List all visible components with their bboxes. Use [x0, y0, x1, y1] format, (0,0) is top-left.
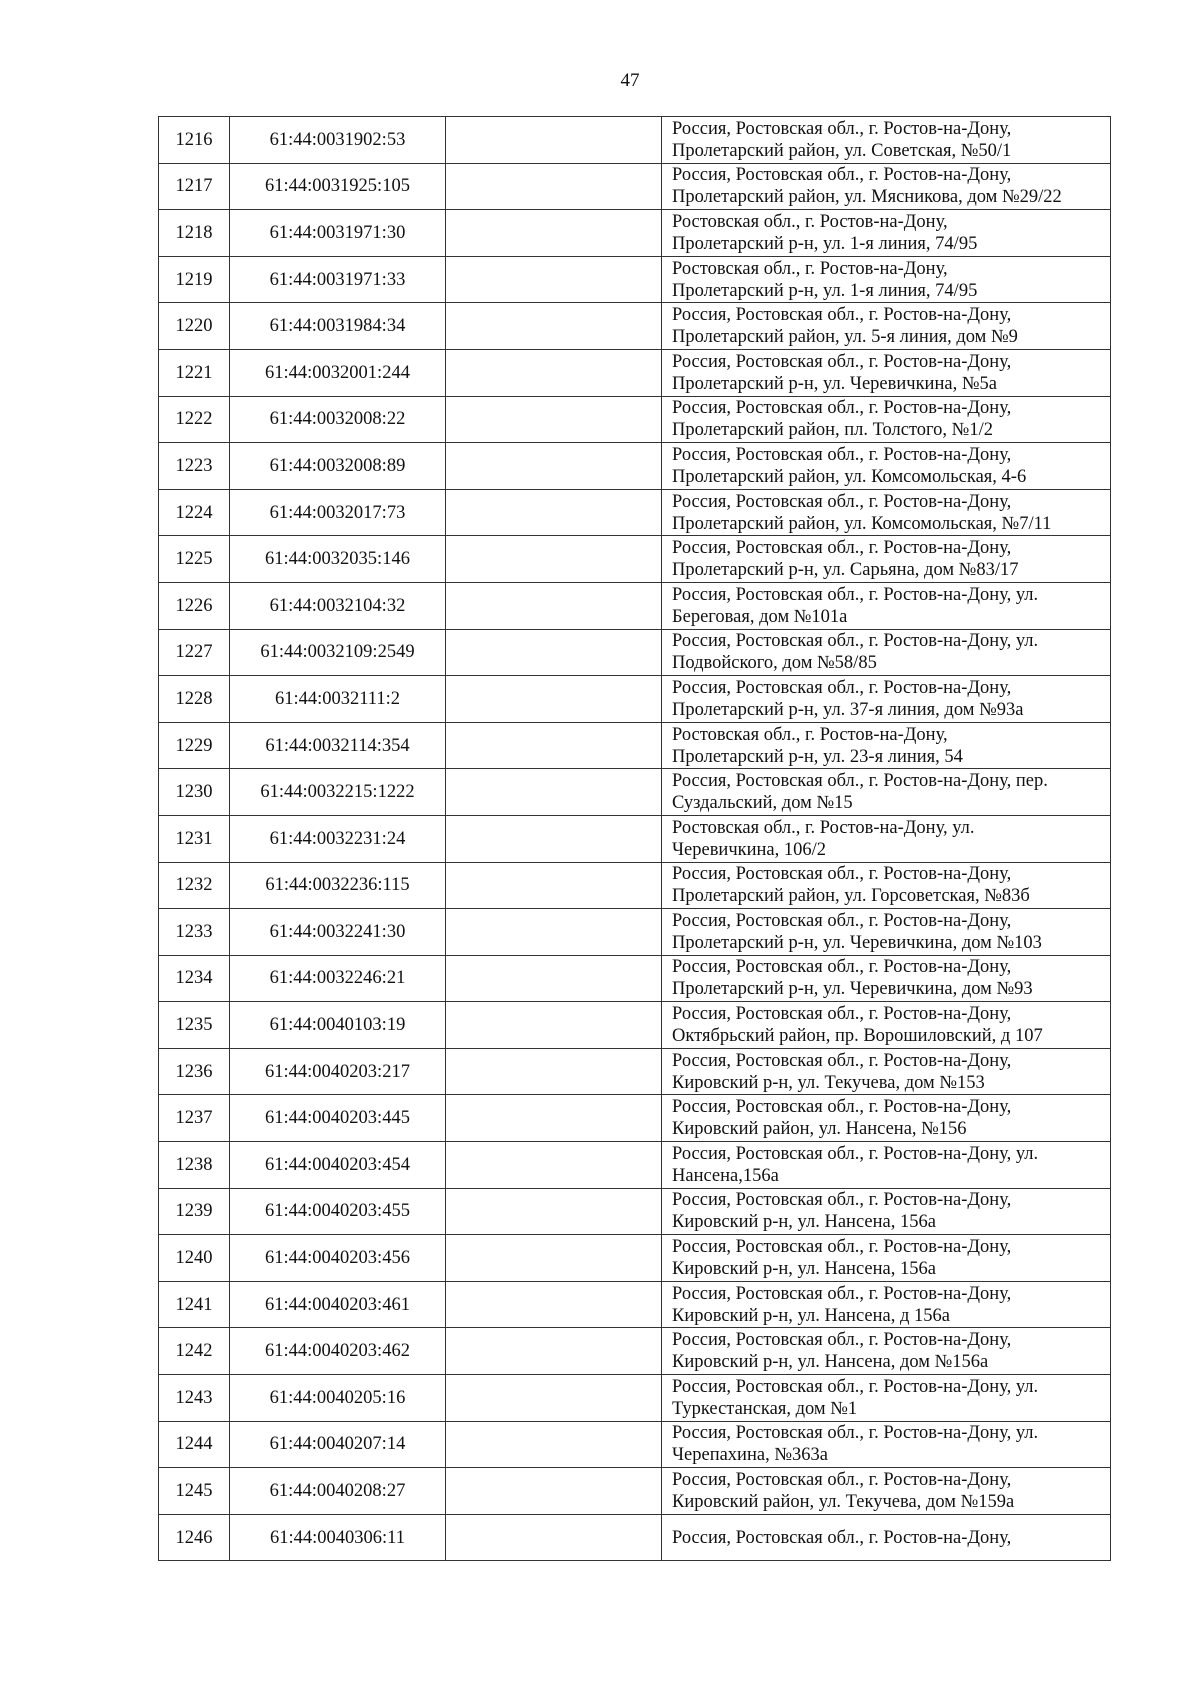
row-number-cell: 1217 — [159, 163, 230, 210]
address-cell: Россия, Ростовская обл., г. Ростов-на-Дону, Пролетарский район, пл. Толстого, №1/2 — [662, 396, 1111, 443]
cadastral-number-cell: 61:44:0040203:462 — [230, 1328, 446, 1375]
cadastral-number-cell: 61:44:0032246:21 — [230, 955, 446, 1002]
address-cell: Россия, Ростовская обл., г. Ростов-на-Дону, пер. Суздальский, дом №15 — [662, 769, 1111, 816]
cadastral-number-cell: 61:44:0032104:32 — [230, 582, 446, 629]
address-cell: Россия, Ростовская обл., г. Ростов-на-Дону, Пролетарский район, ул. Комсомольская, 4-6 — [662, 443, 1111, 490]
address-cell: Россия, Ростовская обл., г. Ростов-на-Дону, Пролетарский р-н, ул. 37-я линия, дом №93а — [662, 676, 1111, 723]
empty-cell — [446, 1421, 662, 1468]
row-number-cell: 1239 — [159, 1188, 230, 1235]
cadastral-number-cell: 61:44:0032114:354 — [230, 722, 446, 769]
table-row — [159, 536, 1111, 583]
cadastral-number-cell: 61:44:0031971:30 — [230, 210, 446, 257]
row-number-cell: 1243 — [159, 1375, 230, 1422]
address-cell: Россия, Ростовская обл., г. Ростов-на-Дону, ул. Нансена,156а — [662, 1142, 1111, 1189]
property-registry-table — [158, 116, 1111, 1561]
address-cell: Россия, Ростовская обл., г. Ростов-на-Дону, Кировский р-н, ул. Текучева, дом №153 — [662, 1048, 1111, 1095]
cadastral-number-cell: 61:44:0040208:27 — [230, 1468, 446, 1515]
empty-cell — [446, 396, 662, 443]
address-cell: Россия, Ростовская обл., г. Ростов-на-Дону, Кировский р-н, ул. Нансена, д 156а — [662, 1281, 1111, 1328]
empty-cell — [446, 443, 662, 490]
row-number-cell: 1220 — [159, 303, 230, 350]
cadastral-number-cell: 61:44:0040203:445 — [230, 1095, 446, 1142]
cadastral-number-cell: 61:44:0040103:19 — [230, 1002, 446, 1049]
address-cell: Россия, Ростовская обл., г. Ростов-на-Дону, Пролетарский р-н, ул. Сарьяна, дом №83/17 — [662, 536, 1111, 583]
cadastral-number-cell: 61:44:0040203:461 — [230, 1281, 446, 1328]
table-row — [159, 1048, 1111, 1095]
row-number-cell: 1245 — [159, 1468, 230, 1515]
cadastral-number-cell: 61:44:0032035:146 — [230, 536, 446, 583]
empty-cell — [446, 676, 662, 723]
row-number-cell: 1218 — [159, 210, 230, 257]
row-number-cell: 1216 — [159, 117, 230, 164]
cadastral-number-cell: 61:44:0040306:11 — [230, 1514, 446, 1561]
cadastral-number-cell: 61:44:0032236:115 — [230, 862, 446, 909]
row-number-cell: 1221 — [159, 349, 230, 396]
table-row — [159, 1235, 1111, 1282]
address-cell: Россия, Ростовская обл., г. Ростов-на-Дону, Пролетарский район, ул. Мясникова, дом №29/22 — [662, 163, 1111, 210]
empty-cell — [446, 1235, 662, 1282]
empty-cell — [446, 955, 662, 1002]
table-row — [159, 676, 1111, 723]
row-number-cell: 1222 — [159, 396, 230, 443]
empty-cell — [446, 163, 662, 210]
table-row — [159, 1188, 1111, 1235]
empty-cell — [446, 1328, 662, 1375]
address-cell: Россия, Ростовская обл., г. Ростов-на-Дону, Кировский район, ул. Текучева, дом №159а — [662, 1468, 1111, 1515]
row-number-cell: 1244 — [159, 1421, 230, 1468]
address-cell: Россия, Ростовская обл., г. Ростов-на-Дону, Пролетарский район, ул. 5-я линия, дом №9 — [662, 303, 1111, 350]
table-row — [159, 582, 1111, 629]
cadastral-number-cell: 61:44:0032231:24 — [230, 815, 446, 862]
cadastral-number-cell: 61:44:0032109:2549 — [230, 629, 446, 676]
empty-cell — [446, 1142, 662, 1189]
row-number-cell: 1224 — [159, 489, 230, 536]
address-cell: Россия, Ростовская обл., г. Ростов-на-Дону, Пролетарский район, ул. Комсомольская, №7/11 — [662, 489, 1111, 536]
empty-cell — [446, 1188, 662, 1235]
empty-cell — [446, 909, 662, 956]
row-number-cell: 1233 — [159, 909, 230, 956]
address-cell: Россия, Ростовская обл., г. Ростов-на-Дону, Пролетарский р-н, ул. Черевичкина, дом №93 — [662, 955, 1111, 1002]
cadastral-number-cell: 61:44:0040203:217 — [230, 1048, 446, 1095]
empty-cell — [446, 536, 662, 583]
table-row — [159, 1421, 1111, 1468]
cadastral-number-cell: 61:44:0032241:30 — [230, 909, 446, 956]
empty-cell — [446, 1514, 662, 1561]
row-number-cell: 1230 — [159, 769, 230, 816]
address-cell: Россия, Ростовская обл., г. Ростов-на-Дону, Кировский р-н, ул. Нансена, дом №156а — [662, 1328, 1111, 1375]
cadastral-number-cell: 61:44:0040203:454 — [230, 1142, 446, 1189]
row-number-cell: 1231 — [159, 815, 230, 862]
empty-cell — [446, 1375, 662, 1422]
cadastral-number-cell: 61:44:0032215:1222 — [230, 769, 446, 816]
table-row — [159, 443, 1111, 490]
cadastral-number-cell: 61:44:0032008:89 — [230, 443, 446, 490]
address-cell: Россия, Ростовская обл., г. Ростов-на-Дону, Пролетарский р-н, ул. Черевичкина, №5а — [662, 349, 1111, 396]
address-cell: Россия, Ростовская обл., г. Ростов-на-Дону, ул. Черепахина, №363а — [662, 1421, 1111, 1468]
cadastral-number-cell: 61:44:0032008:22 — [230, 396, 446, 443]
table-row — [159, 1375, 1111, 1422]
table-row — [159, 1095, 1111, 1142]
cadastral-number-cell: 61:44:0032111:2 — [230, 676, 446, 723]
address-cell: Россия, Ростовская обл., г. Ростов-на-Дону, Пролетарский район, ул. Советская, №50/1 — [662, 117, 1111, 164]
row-number-cell: 1223 — [159, 443, 230, 490]
address-cell: Ростовская обл., г. Ростов-на-Дону, ул. Черевичкина, 106/2 — [662, 815, 1111, 862]
cadastral-number-cell: 61:44:0040205:16 — [230, 1375, 446, 1422]
empty-cell — [446, 210, 662, 257]
empty-cell — [446, 1281, 662, 1328]
row-number-cell: 1228 — [159, 676, 230, 723]
address-cell: Россия, Ростовская обл., г. Ростов-на-Дону, Кировский район, ул. Нансена, №156 — [662, 1095, 1111, 1142]
address-cell: Россия, Ростовская обл., г. Ростов-на-Дону, ул. Туркестанская, дом №1 — [662, 1375, 1111, 1422]
page-number: 47 — [620, 70, 640, 91]
table-row — [159, 955, 1111, 1002]
address-cell: Россия, Ростовская обл., г. Ростов-на-Дону, Пролетарский р-н, ул. Черевичкина, дом №103 — [662, 909, 1111, 956]
address-cell: Ростовская обл., г. Ростов-на-Дону, Пролетарский р-н, ул. 23-я линия, 54 — [662, 722, 1111, 769]
address-cell: Ростовская обл., г. Ростов-на-Дону, Пролетарский р-н, ул. 1-я линия, 74/95 — [662, 256, 1111, 303]
table-row — [159, 629, 1111, 676]
row-number-cell: 1219 — [159, 256, 230, 303]
empty-cell — [446, 769, 662, 816]
row-number-cell: 1225 — [159, 536, 230, 583]
cadastral-number-cell: 61:44:0031902:53 — [230, 117, 446, 164]
table-row — [159, 1514, 1111, 1561]
row-number-cell: 1237 — [159, 1095, 230, 1142]
table-row — [159, 815, 1111, 862]
table-row — [159, 1142, 1111, 1189]
row-number-cell: 1246 — [159, 1514, 230, 1561]
address-cell: Россия, Ростовская обл., г. Ростов-на-Дону, — [662, 1514, 1111, 1561]
table-row — [159, 1281, 1111, 1328]
table-row — [159, 769, 1111, 816]
row-number-cell: 1238 — [159, 1142, 230, 1189]
table-row — [159, 1468, 1111, 1515]
empty-cell — [446, 1002, 662, 1049]
empty-cell — [446, 256, 662, 303]
row-number-cell: 1242 — [159, 1328, 230, 1375]
empty-cell — [446, 303, 662, 350]
address-cell: Россия, Ростовская обл., г. Ростов-на-Дону, Кировский р-н, ул. Нансена, 156а — [662, 1188, 1111, 1235]
empty-cell — [446, 582, 662, 629]
cadastral-number-cell: 61:44:0032001:244 — [230, 349, 446, 396]
empty-cell — [446, 1048, 662, 1095]
cadastral-number-cell: 61:44:0040203:455 — [230, 1188, 446, 1235]
table-row — [159, 349, 1111, 396]
table-row — [159, 1328, 1111, 1375]
address-cell: Россия, Ростовская обл., г. Ростов-на-Дону, ул. Подвойского, дом №58/85 — [662, 629, 1111, 676]
empty-cell — [446, 1095, 662, 1142]
row-number-cell: 1240 — [159, 1235, 230, 1282]
table-row — [159, 489, 1111, 536]
cadastral-number-cell: 61:44:0040203:456 — [230, 1235, 446, 1282]
row-number-cell: 1236 — [159, 1048, 230, 1095]
registry-table-body — [159, 117, 1111, 1561]
row-number-cell: 1234 — [159, 955, 230, 1002]
table-row — [159, 256, 1111, 303]
table-row — [159, 117, 1111, 164]
row-number-cell: 1227 — [159, 629, 230, 676]
empty-cell — [446, 722, 662, 769]
address-cell: Россия, Ростовская обл., г. Ростов-на-Дону, Кировский р-н, ул. Нансена, 156а — [662, 1235, 1111, 1282]
table-row — [159, 303, 1111, 350]
cadastral-number-cell: 61:44:0031925:105 — [230, 163, 446, 210]
table-row — [159, 722, 1111, 769]
row-number-cell: 1241 — [159, 1281, 230, 1328]
empty-cell — [446, 349, 662, 396]
empty-cell — [446, 629, 662, 676]
empty-cell — [446, 117, 662, 164]
cadastral-number-cell: 61:44:0031971:33 — [230, 256, 446, 303]
table-row — [159, 1002, 1111, 1049]
empty-cell — [446, 862, 662, 909]
address-cell: Россия, Ростовская обл., г. Ростов-на-Дону, Пролетарский район, ул. Горсоветская, №83б — [662, 862, 1111, 909]
row-number-cell: 1229 — [159, 722, 230, 769]
table-row — [159, 909, 1111, 956]
cadastral-number-cell: 61:44:0031984:34 — [230, 303, 446, 350]
empty-cell — [446, 489, 662, 536]
empty-cell — [446, 1468, 662, 1515]
table-row — [159, 396, 1111, 443]
row-number-cell: 1235 — [159, 1002, 230, 1049]
empty-cell — [446, 815, 662, 862]
address-cell: Россия, Ростовская обл., г. Ростов-на-Дону, ул. Береговая, дом №101а — [662, 582, 1111, 629]
table-row — [159, 163, 1111, 210]
table-row — [159, 862, 1111, 909]
table-row — [159, 210, 1111, 257]
address-cell: Россия, Ростовская обл., г. Ростов-на-Дону, Октябрьский район, пр. Ворошиловский, д 107 — [662, 1002, 1111, 1049]
row-number-cell: 1232 — [159, 862, 230, 909]
cadastral-number-cell: 61:44:0032017:73 — [230, 489, 446, 536]
cadastral-number-cell: 61:44:0040207:14 — [230, 1421, 446, 1468]
row-number-cell: 1226 — [159, 582, 230, 629]
address-cell: Ростовская обл., г. Ростов-на-Дону, Пролетарский р-н, ул. 1-я линия, 74/95 — [662, 210, 1111, 257]
